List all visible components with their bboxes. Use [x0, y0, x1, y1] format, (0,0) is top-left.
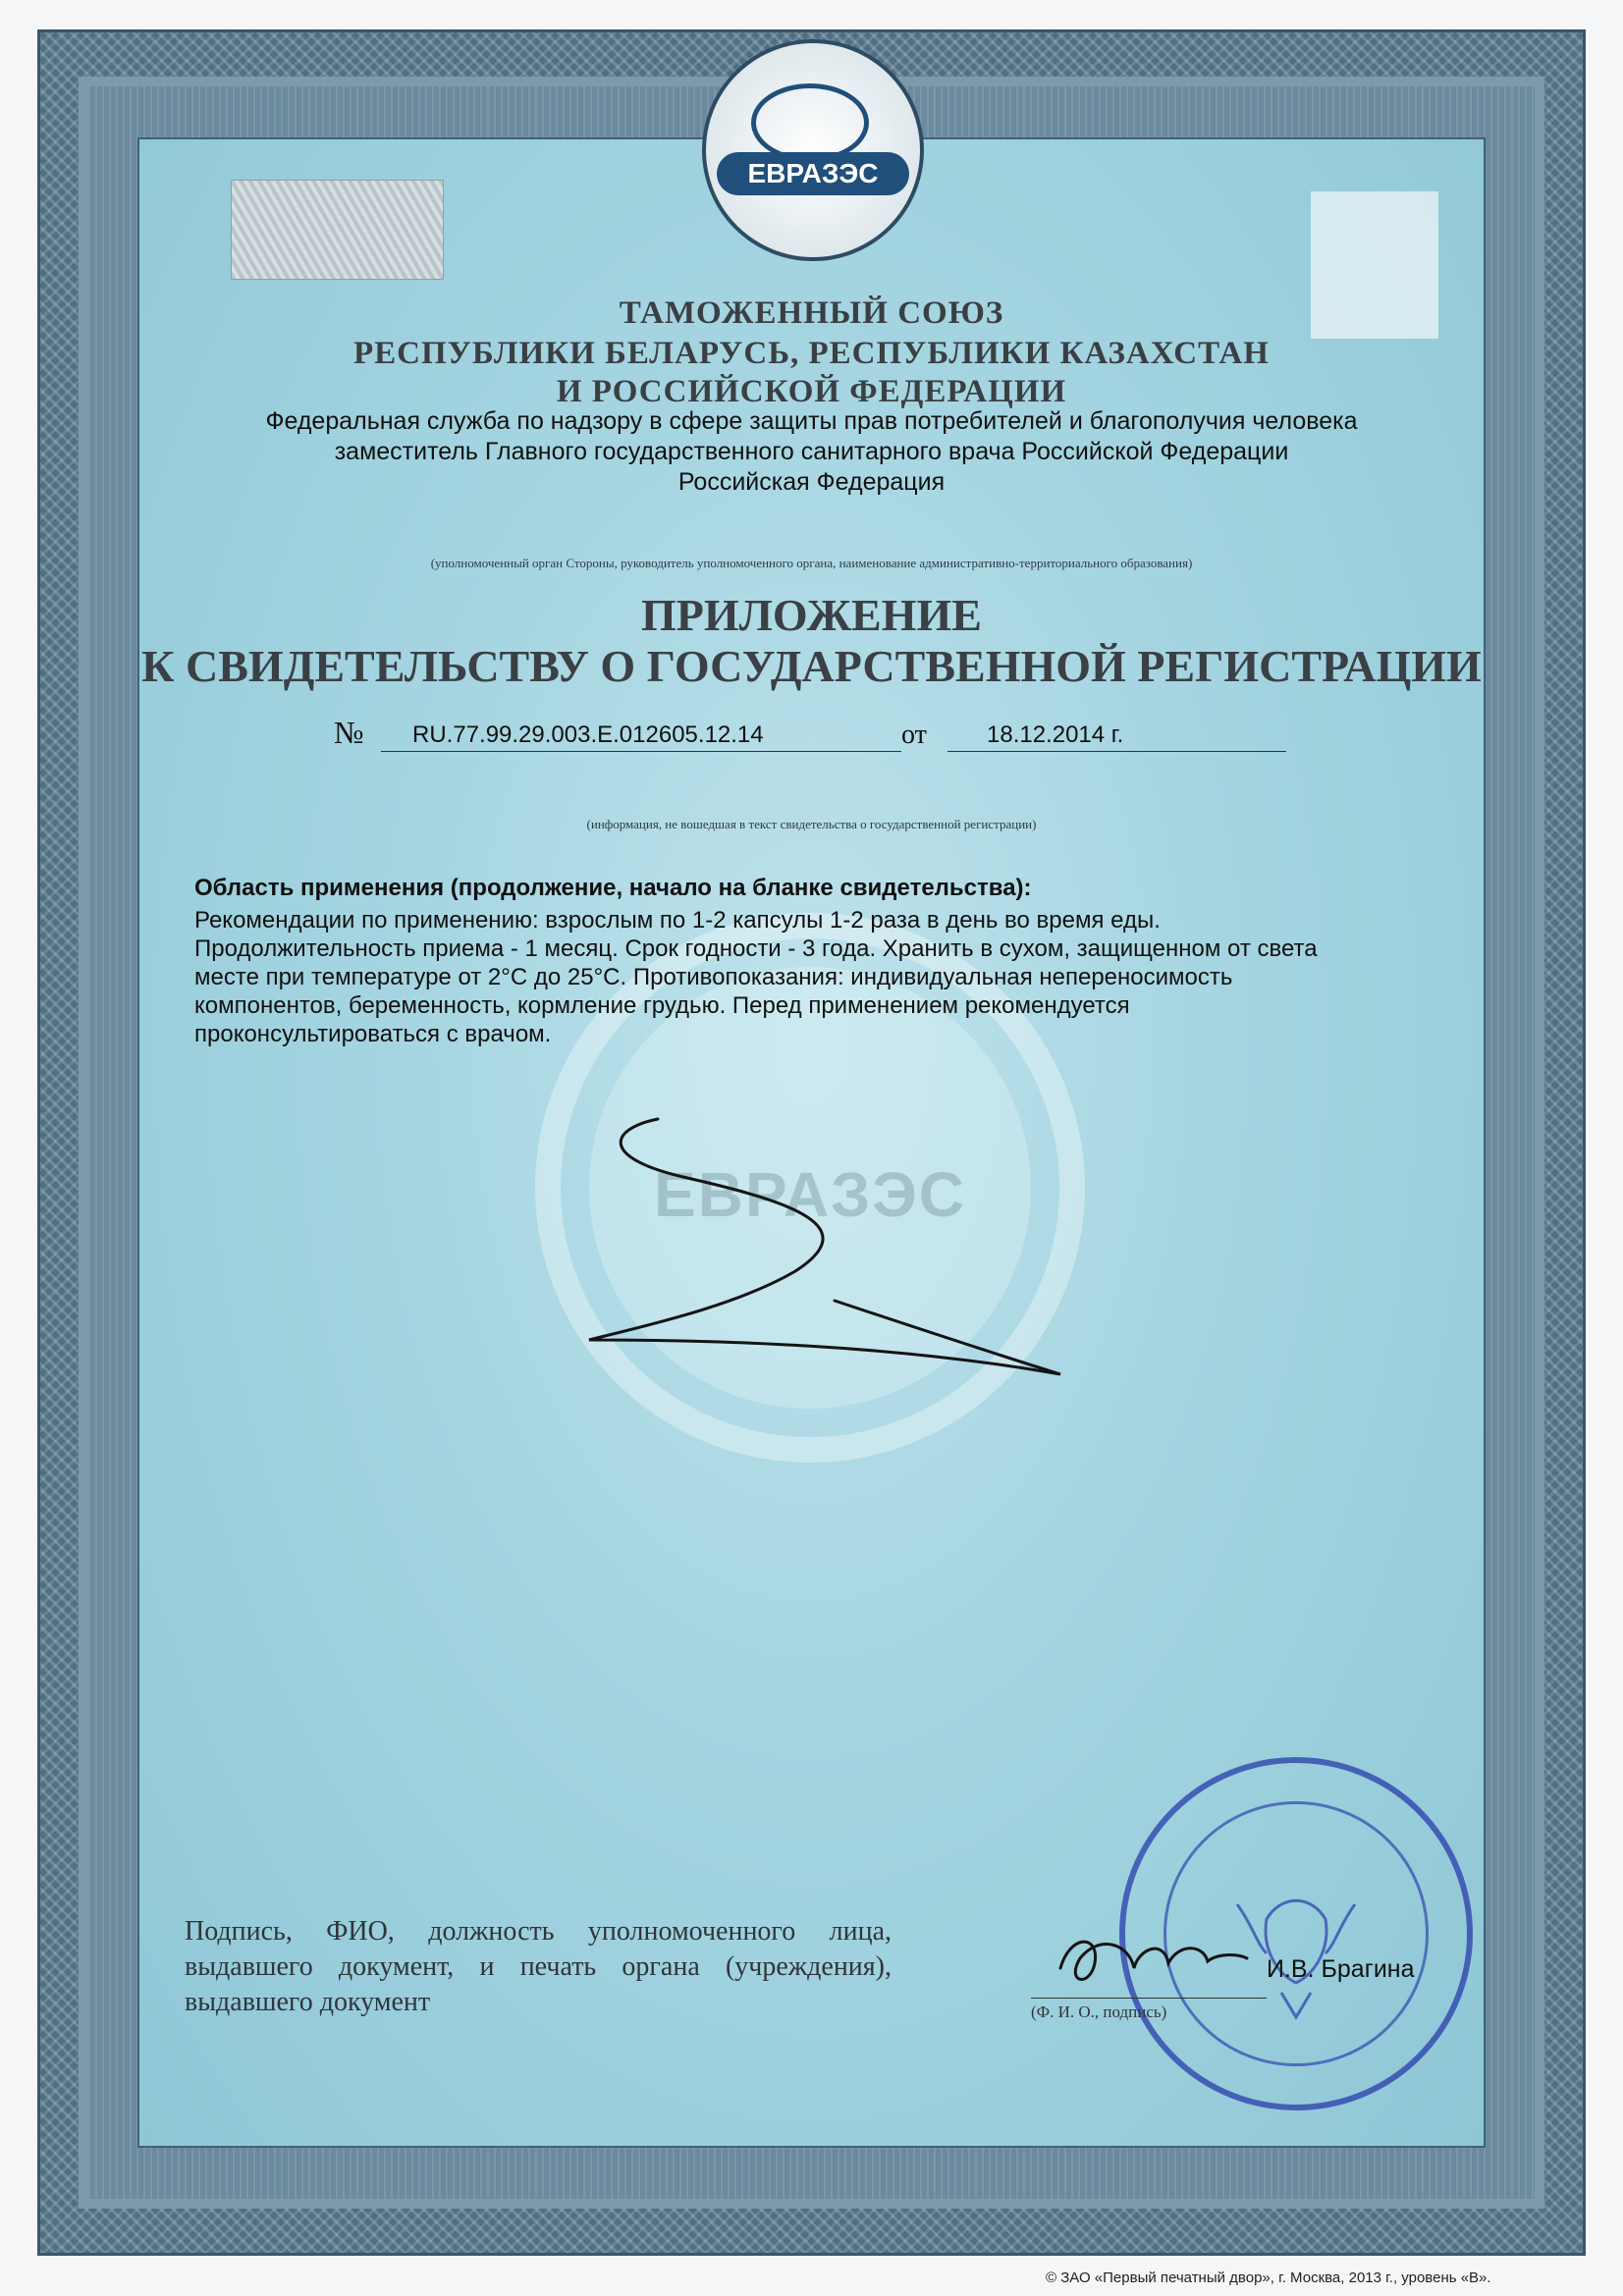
- registration-number: RU.77.99.29.003.Е.012605.12.14: [412, 721, 764, 748]
- hologram-sticker: [231, 180, 444, 280]
- document-title: ПРИЛОЖЕНИЕ: [641, 590, 982, 640]
- signatory-name: И.В. Брагина: [1267, 1955, 1415, 1983]
- date-label: от: [901, 720, 927, 750]
- emblem-globe-icon: [751, 83, 869, 162]
- body-heading: Область применения (продолжение, начало на бланке свидетельства):: [194, 875, 1032, 901]
- header-line-1: ТАМОЖЕННЫЙ СОЮЗ: [619, 295, 1004, 331]
- signature-mark: [1041, 1914, 1257, 2002]
- body-paragraph: Рекомендации по применению: взрослым по 1-2 капсулы 1-2 раза в день во время еды. Продолжительность приема - 1 месяц. Срок годности - 3 года. Хранить в сухом, защищенном от света месте при температуре от 2°С до 25°С. Противопоказания: индивидуальная непереносимость компонентов, беременность, кормление грудью. Перед применением рекомендуется проконсультироваться с врачом.: [194, 907, 1318, 1047]
- document-subtitle: К СВИДЕТЕЛЬСТВУ О ГОСУДАРСТВЕННОЙ РЕГИСТРАЦИИ: [141, 641, 1482, 691]
- handwritten-signature: [569, 1099, 1080, 1404]
- authority-caption: (уполномоченный орган Стороны, руководитель уполномоченного органа, наименование административно-территориального образования): [430, 556, 1193, 570]
- signature-block-text: Подпись, ФИО, должность уполномоченного лица, выдавшего документ, и печать органа (учреждения), выдавшего документ: [185, 1916, 892, 2017]
- watermark-text: ЕВРАЗЭС: [653, 1159, 967, 1230]
- registration-date: 18.12.2014 г.: [987, 721, 1124, 748]
- registration-caption: (информация, не вошедшая в текст свидетельства о государственной регистрации): [586, 817, 1037, 831]
- country-line: Российская Федерация: [677, 468, 946, 496]
- authority-line-2: заместитель Главного государственного санитарного врача Российской Федерации: [334, 438, 1289, 465]
- number-sign: №: [334, 715, 364, 750]
- printer-footer: © ЗАО «Первый печатный двор», г. Москва, 2013 г., уровень «В».: [1046, 2269, 1491, 2286]
- date-underline: [947, 751, 1286, 752]
- emblem-label: ЕВРАЗЭС: [717, 152, 909, 195]
- body-section: [194, 874, 1373, 1048]
- number-underline: [381, 751, 901, 752]
- header-line-2: РЕСПУБЛИКИ БЕЛАРУСЬ, РЕСПУБЛИКИ КАЗАХСТАН: [353, 336, 1270, 371]
- authority-line-1: Федеральная служба по надзору в сфере защиты прав потребителей и благополучия человека: [265, 407, 1358, 435]
- signature-caption: (Ф. И. О., подпись): [1031, 2002, 1167, 2021]
- header-line-3: И РОССИЙСКОЙ ФЕДЕРАЦИИ: [556, 374, 1067, 409]
